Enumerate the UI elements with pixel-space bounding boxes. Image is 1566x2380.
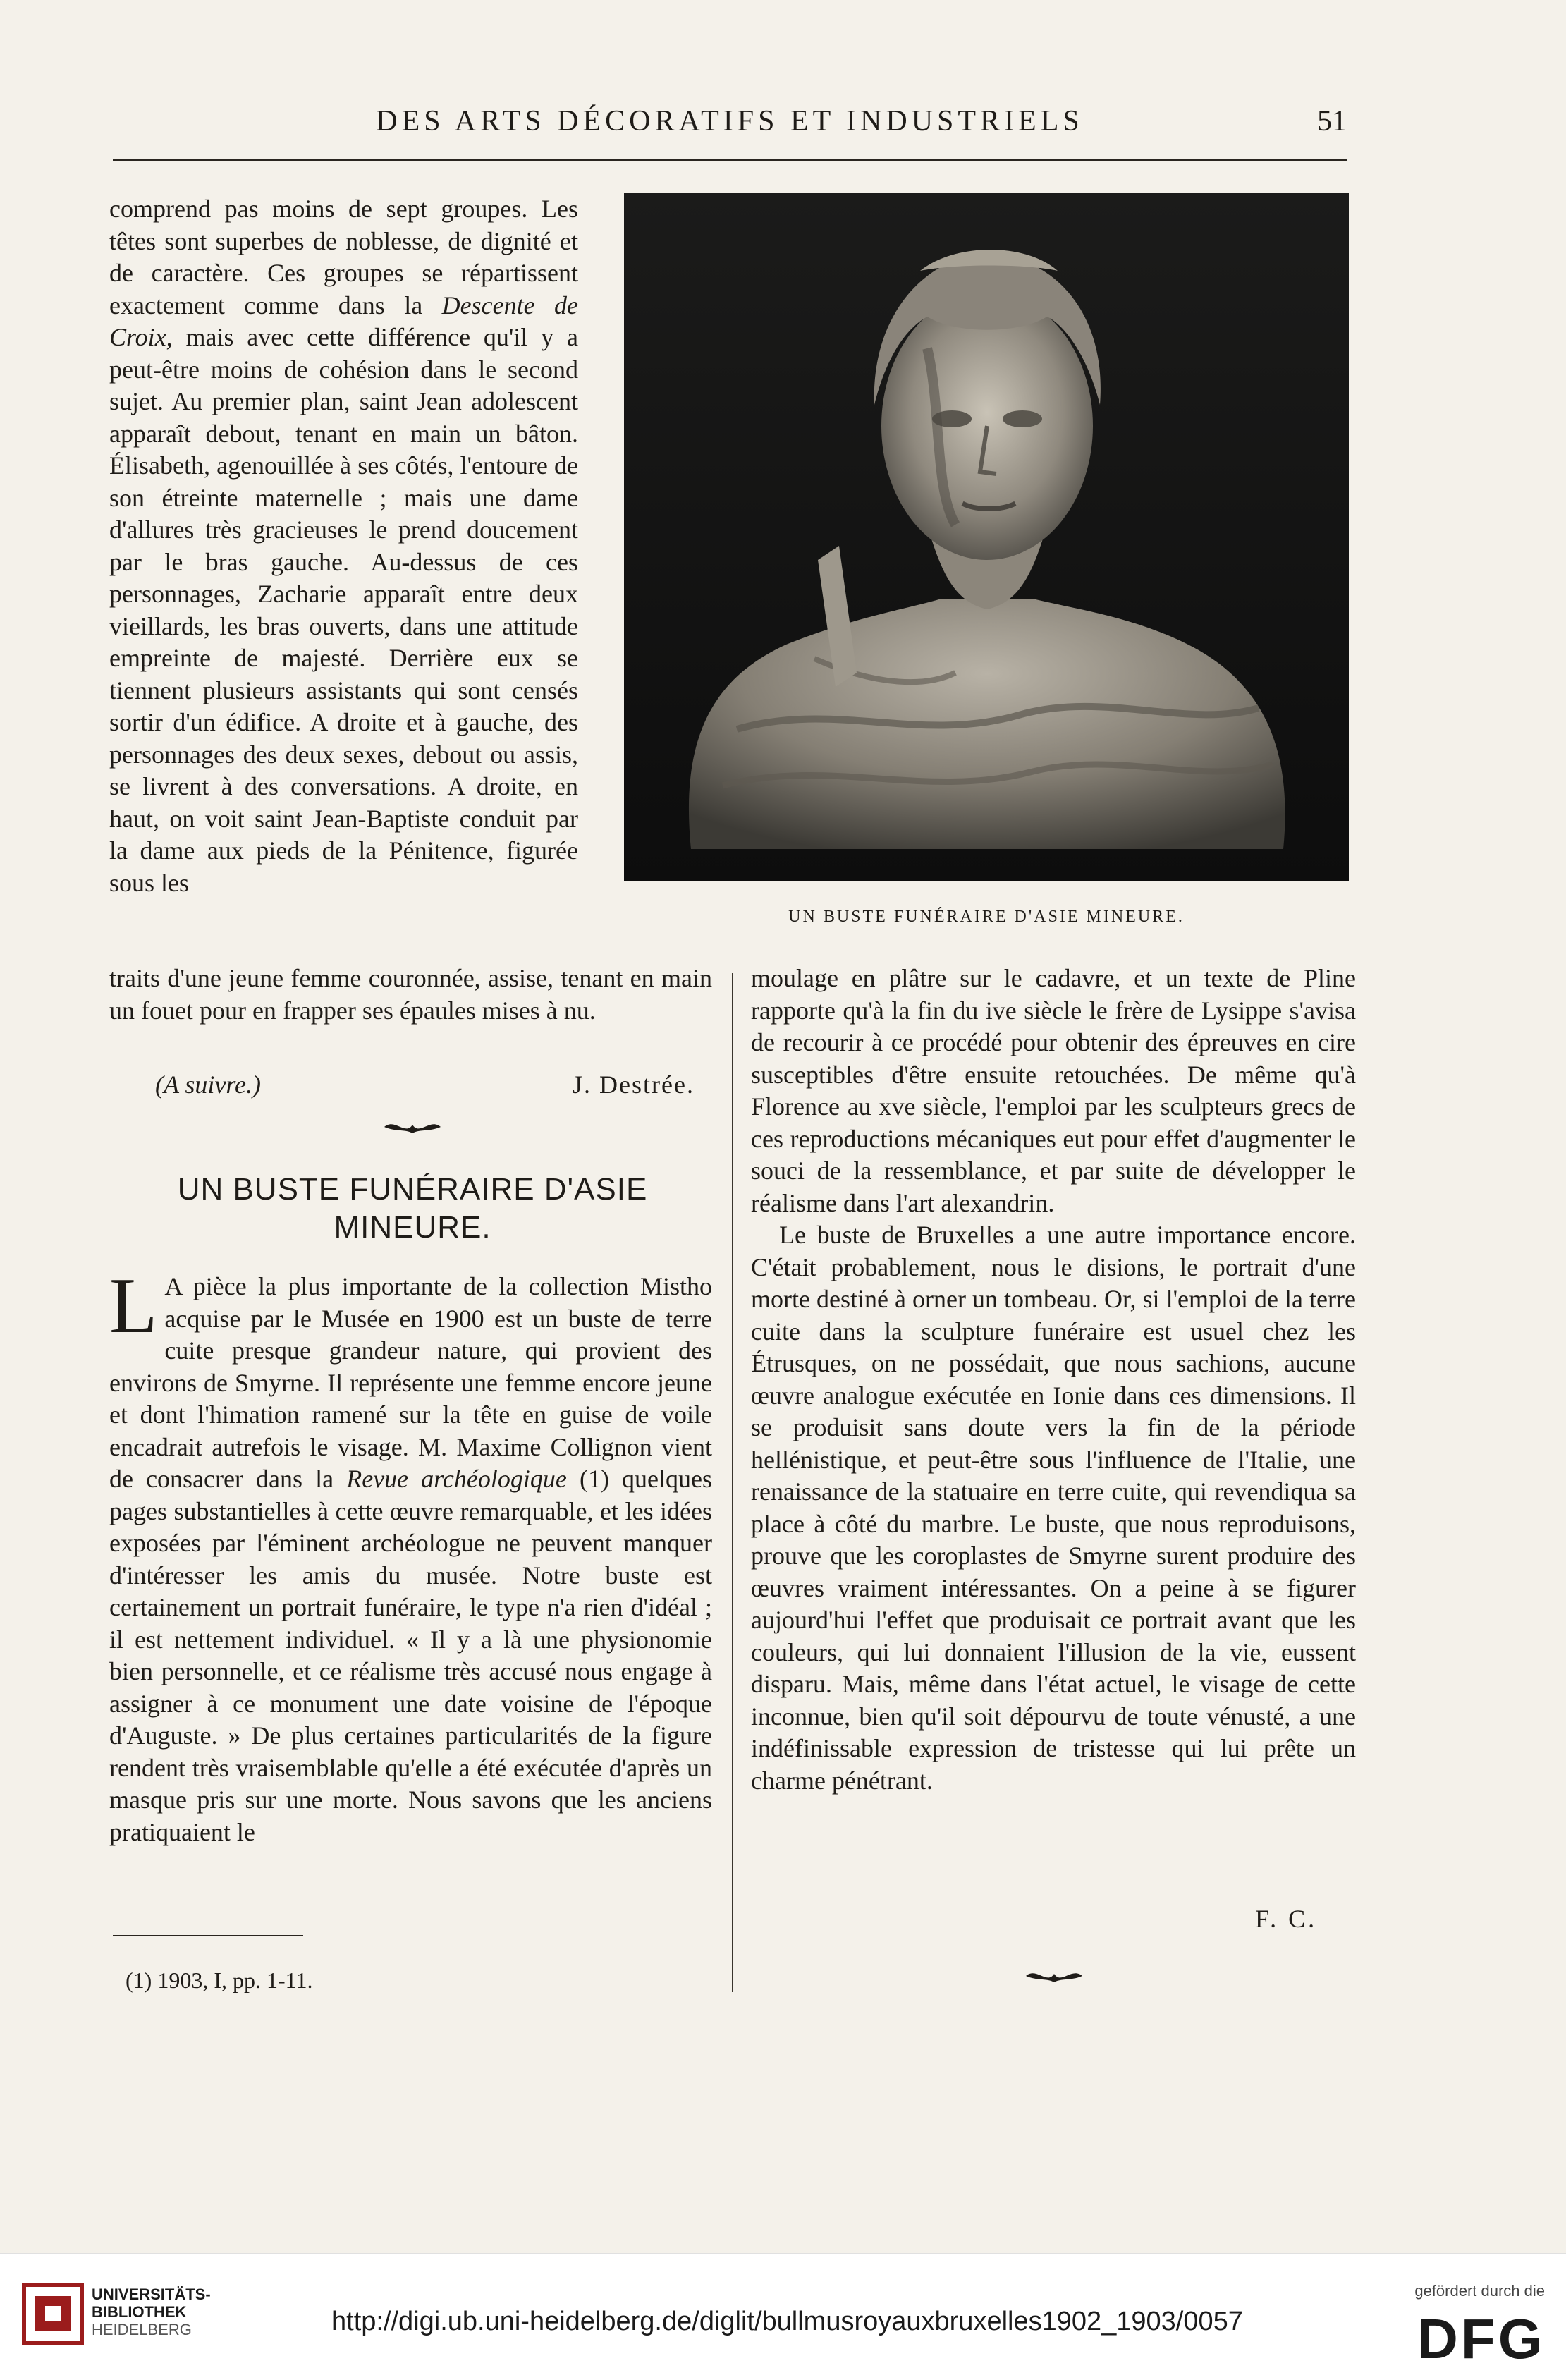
right-paragraph-2: Le buste de Bruxelles a une autre importance encore. C'était probablement, nous le disions, le portrait d'une morte destiné à orner un tombeau. Or, si l'emploi de la terre cuite dans la sculpture funéraire est usuel chez les Étrusques, on ne possédait, que nous sachions, aucune œuvre analogue exécutée en Ionie dans ces dimensions. Il se produisit sans doute vers la fin de la période hellénistique, et peut-être sous l'influence de l'Italie, une renaissance de la statuaire en terre cuite, qui revendiqua sa place à côté du marbre. Le buste, que nous reproduisons, prouve que les coroplastes de Smyrne surent produire des œuvres vraiment intéressantes. On a peine à se figurer aujourd'hui l'effet que produisait ce portrait avant que les couleurs, qui lui donnaient l'illusion de la vie, eussent disparu. Mais, même dans l'état actuel, le visage de cette inconnue, bien qu'il soit dépourvu de toute vénusté, a une indéfinissable expression de tristesse qui lui prête un charme pénétrant. (751, 1221, 1356, 1795)
article-signature (109, 1070, 712, 1105)
author-name: J. Destrée. (573, 1070, 695, 1099)
right-paragraph-1: moulage en plâtre sur le cadavre, et un texte de Pline rapporte qu'à la fin du ive siècle le frère de Lysippe s'avisa de recourir à ce procédé pour obtenir des épreuves en cire susceptibles d'être ensuite retouchées. De même qu'à Florence au xve siècle, l'emploi par les sculpteurs grecs de ces reproductions mécaniques eut pour effet d'augmenter le souci de la ressemblance, et par suite de développer le réalisme dans l'art alexandrin. (751, 964, 1356, 1217)
italic-title: Descente de Croix, (109, 291, 578, 351)
column-divider (732, 973, 733, 1992)
page-number: 51 (1317, 105, 1347, 138)
university-library-logo-icon (21, 2282, 85, 2345)
fleuron-ornament-icon (381, 1116, 444, 1137)
bust-photograph (624, 193, 1349, 881)
article-initials: F. C. (1255, 1905, 1318, 1933)
right-column-text (751, 963, 1356, 1797)
running-title: DES ARTS DÉCORATIFS ET INDUSTRIELS (376, 105, 1084, 138)
drop-cap: L (109, 1262, 158, 1350)
to-be-continued: (A suivre.) (155, 1070, 261, 1099)
end-fleuron-icon (1022, 1965, 1086, 1987)
journal-title: Revue archéologique (346, 1465, 567, 1493)
left-column-top-text (109, 193, 578, 899)
running-head (113, 99, 1347, 148)
university-library-name: UNIVERSITÄTS- BIBLIOTHEK HEIDELBERG (92, 2286, 211, 2338)
dfg-logo: DFG (1417, 2307, 1545, 2370)
digitization-footer (0, 2253, 1566, 2380)
footnote: (1) 1903, I, pp. 1-11. (126, 1967, 313, 1993)
photo-caption: UN BUSTE FUNÉRAIRE D'ASIE MINEURE. (788, 908, 1185, 926)
source-url-link[interactable]: http://digi.ub.uni-heidelberg.de/diglit/bullmusroyauxbruxelles1902_1903/0057 (331, 2307, 1243, 2336)
footnote-rule (113, 1935, 303, 1936)
article-title: UN BUSTE FUNÉRAIRE D'ASIE MINEURE. (177, 1172, 648, 1245)
bust-illustration (624, 193, 1349, 881)
continued-paragraph: comprend pas moins de sept groupes. Les têtes sont superbes de noblesse, de dignité et de caractère. Ces groupes se répartissent exactement comme dans la Descente de Croix, mais avec cette différence qu'il y a peut-être moins de cohésion dans le second sujet. Au premier plan, saint Jean adolescent apparaît debout, tenant en main un bâton. Élisabeth, agenouillée à ses côtés, l'entoure de son étreinte maternelle ; mais une dame d'allures très gracieuses le prend doucement par le bras gauche. Au-dessus de ces personnages, Zacharie apparaît entre deux vieillards, les bras ouverts, dans une attitude empreinte de majesté. Derrière eux se tiennent plusieurs assistants qui sont censés sortir d'un édifice. A droite et à gauche, des personnages des deux sexes, debout ou assis, se livrent à des conversations. A droite, en haut, on voit saint Jean-Baptiste conduit par la dame aux pieds de la Pénitence, figurée sous les (109, 195, 578, 897)
article-body: L A pièce la plus importante de la collection Mistho acquise par le Musée en 1900 est un buste de terre cuite presque grandeur nature, qui provient des environs de Smyrne. Il représente une femme encore jeune et dont l'himation ramené sur la tête en guise de voile encadrait autrefois le visage. M. Maxime Collignon vient de consacrer dans la Revue archéologique (1) quelques pages substantielles à cette œuvre remarquable, et les idées exposées par l'éminent archéologue ne peuvent manquer d'intéresser les amis du musée. Notre buste est certainement un portrait funéraire, le type n'a rien d'idéal ; il est nettement individuel. « Il y a là une physionomie bien personnelle, et ce réalisme très accusé nous engage à assigner à ce monument une date voisine de l'époque d'Auguste. » De plus certaines particularités de la figure rendent très vraisemblable qu'elle a été exécutée d'après un masque pris sur une morte. Nous savons que les anciens pratiquaient le (109, 1262, 712, 1846)
left-column-continuation: traits d'une jeune femme couronnée, assise, tenant en main un fouet pour en frapper ses épaules mises à nu. (109, 964, 712, 1025)
funding-label: gefördert durch die (1414, 2282, 1545, 2300)
header-rule (113, 159, 1347, 161)
